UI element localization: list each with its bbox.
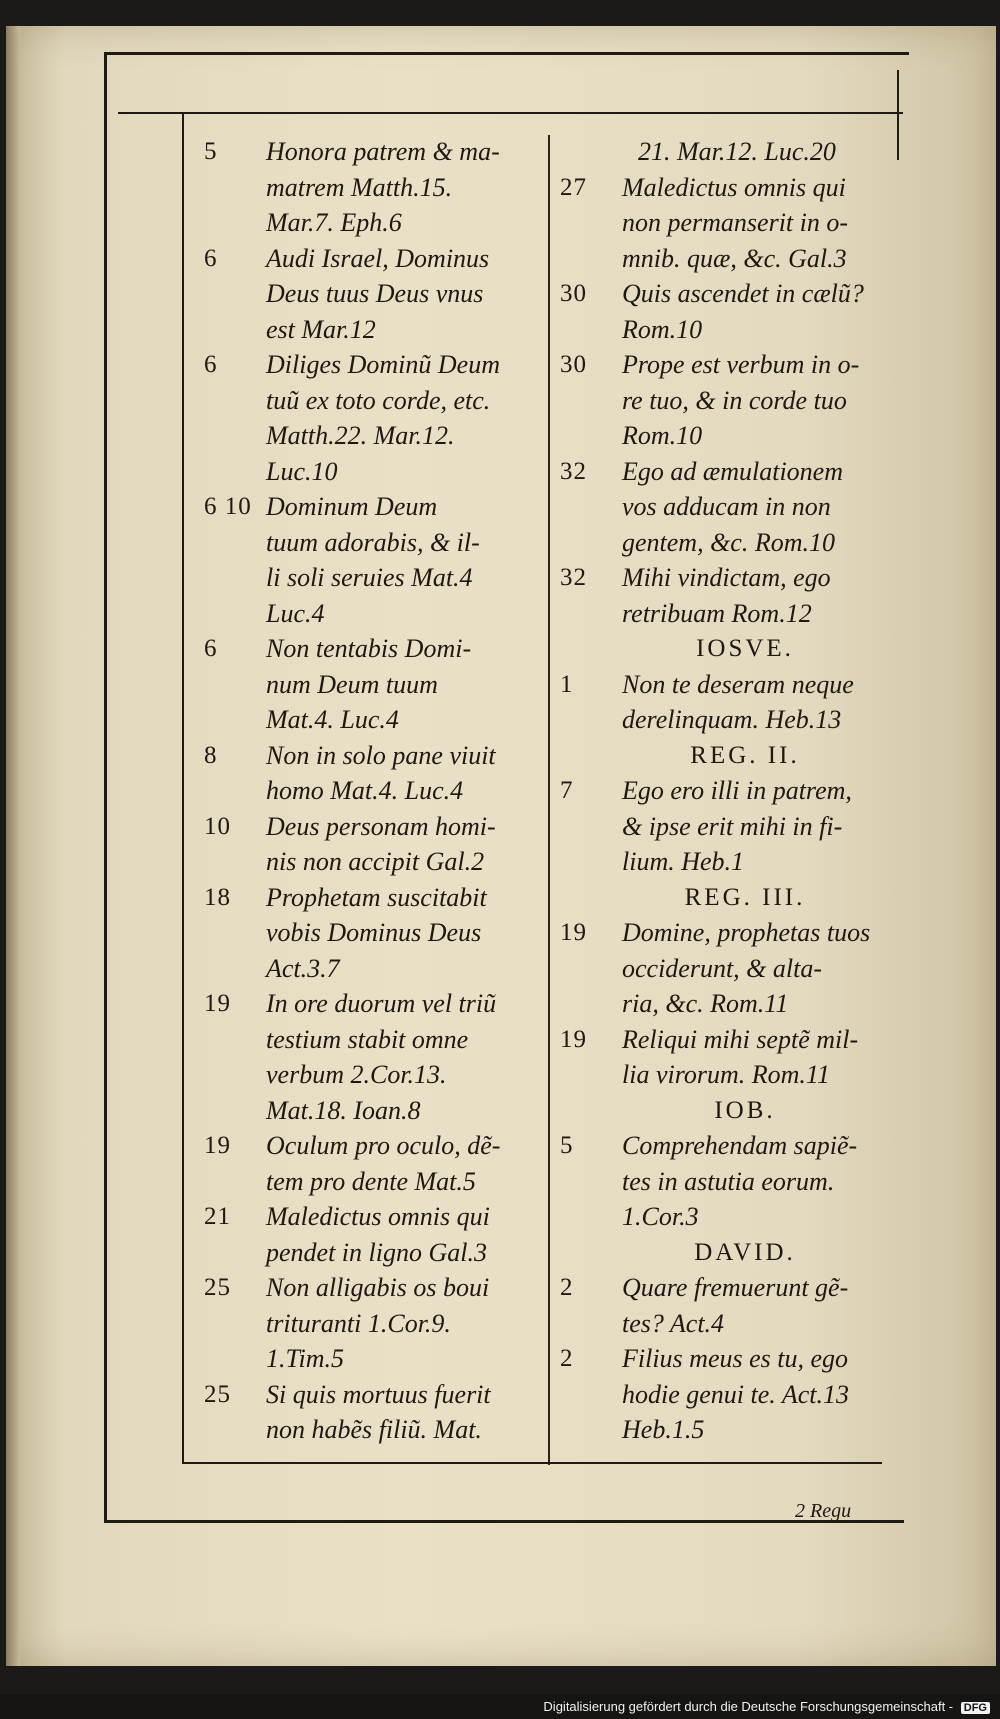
text-line: Prophetam suscitabit [266,882,487,912]
text-line: hodie genui te. Act.13 [622,1379,849,1409]
text-line: Quare fremuerunt gẽ- [622,1273,849,1302]
verse-entry [560,276,900,347]
text-line: Maledictus omnis qui [622,172,846,202]
text-line: Act.3.7 [266,953,340,983]
text-line: num Deum tuum [266,669,438,699]
verse-entry [204,134,544,241]
text-line: Domine, prophetas tuos [622,918,871,947]
text-line: tem pro dente Mat.5 [266,1166,476,1196]
text-line: Honora patrem & ma- [266,137,500,166]
verse-entry [560,915,900,1022]
text-line: li soli seruies Mat.4 [266,563,473,592]
verse-text [622,773,900,880]
verse-entry [204,1270,544,1377]
verse-entry [204,1199,544,1270]
verse-entry [560,667,900,738]
verse-entry [204,1377,544,1448]
verse-entry [204,1128,544,1199]
frame-rule [104,1520,904,1523]
text-line: ria, &c. Rom.11 [622,989,789,1018]
verse-entry [204,986,544,1128]
text-line: Non in solo pane viuit [266,740,496,770]
text-line: pendet in ligno Gal.3 [266,1237,487,1267]
verse-text [622,915,900,1022]
verse-text [266,986,544,1128]
text-line: Filius meus es tu, ego [622,1344,849,1373]
verse-entry [560,170,900,277]
verse-entry [204,738,544,809]
verse-number: 6 [204,244,218,272]
text-line: Deus tuus Deus vnus [266,279,484,308]
frame-rule [118,112,903,114]
text-line: Luc.4 [266,598,325,628]
text-line: re tuo, & in corde tuo [622,385,847,415]
text-line: lium. Heb.1 [622,847,745,876]
text-line: Dominum Deum [266,492,438,521]
verse-text [622,1270,900,1341]
verse-text [266,489,544,631]
verse-text [266,1128,544,1199]
verse-number: 5 [204,138,218,165]
verse-entry [560,1128,900,1235]
verse-number: 6 [204,635,218,662]
text-line: Oculum pro oculo, dẽ- [266,1131,501,1160]
verse-entry [560,454,900,561]
verse-entry [204,809,544,880]
text-line: verbum 2.Cor.13. [266,1060,447,1089]
text-line: matrem Matth.15. [266,172,453,202]
verse-text [266,738,544,809]
verse-entry [204,241,544,348]
text-line: Deus personam homi- [266,811,496,841]
section-heading: DAVID. [694,1238,796,1266]
page-gutter [6,26,20,1666]
text-line: Maledictus omnis qui [266,1202,490,1231]
verse-text [266,134,544,241]
verse-number: 6 10 [204,493,252,520]
verse-text [266,241,544,348]
text-line: Mat.18. Ioan.8 [266,1095,421,1125]
text-line: non permanserit in o- [622,208,849,237]
verse-text [266,1199,544,1270]
verse-number: 6 [204,351,218,378]
verse-text [622,667,900,738]
verse-number: 1 [560,670,574,698]
text-line: Mihi vindictam, ego [622,563,831,592]
verse-number: 25 [204,1274,231,1301]
continued-entry [560,134,900,170]
footer-credit [543,1699,990,1714]
verse-entry [204,347,544,489]
text-line: Luc.10 [266,456,338,486]
frame-rule [182,112,184,1464]
dfg-logo: DFG [961,1702,990,1714]
verse-number: 27 [560,173,587,201]
verse-text [622,170,900,277]
text-line: retribuam Rom.12 [622,598,812,628]
text-line: Reliqui mihi septẽ mil- [622,1024,859,1054]
section-heading: IOB. [714,1096,776,1124]
text-line: vos adducam in non [622,492,831,521]
verse-number: 21 [204,1203,231,1230]
verse-entry [560,1022,900,1093]
text-line: non habẽs filiũ. Mat. [266,1415,482,1444]
verse-number: 8 [204,741,218,769]
text-line: 1.Cor.3 [622,1202,699,1231]
verse-text [622,1022,900,1093]
verse-entry [560,347,900,454]
verse-text [266,1377,544,1448]
section-heading: REG. II. [690,741,800,769]
verse-number: 30 [560,280,587,307]
verse-number: 32 [560,564,587,591]
footer-text: Digitalisierung gefördert durch die Deutsche Forschungsgemeinschaft - [543,1699,954,1714]
text-line: Comprehendam sapiẽ- [622,1131,858,1160]
text-line: tes? Act.4 [622,1308,725,1338]
verse-entry [560,1341,900,1448]
section-heading: IOSVE. [696,635,794,662]
text-line: tes in astutia eorum. [622,1166,835,1196]
frame-rule [182,1462,882,1464]
text-line: vobis Dominus Deus [266,918,482,947]
verse-text [622,1341,900,1448]
catchword: 2 Regu [795,1500,852,1522]
text-line: occiderunt, & alta- [622,953,823,983]
text-line: Quis ascendet in cælũ? [622,279,864,308]
verse-number: 19 [204,990,231,1017]
verse-text [622,560,900,631]
verse-text [622,1128,900,1235]
text-line: Rom.10 [622,314,703,344]
text-line: In ore duorum vel triũ [266,989,497,1018]
verse-number: 2 [560,1345,574,1372]
text-line: Matth.22. Mar.12. [266,421,455,450]
verse-entry [560,1270,900,1341]
verse-text [266,347,544,489]
text-line: Mat.4. Luc.4 [266,705,399,734]
text-line: Si quis mortuus fuerit [266,1379,491,1409]
verse-text [266,631,544,738]
verse-text [266,880,544,987]
text-line: Ego ero illi in patrem, [622,776,852,805]
frame-rule [104,52,909,55]
verse-number: 25 [204,1380,231,1408]
verse-entry [560,773,900,880]
verse-number: 30 [560,351,587,378]
text-line: Non te deseram neque [622,669,854,699]
text-line: tuum adorabis, & il- [266,527,480,557]
text-line: 21. Mar.12. Luc.20 [638,137,836,166]
right-column [560,134,900,1448]
verse-number: 19 [204,1132,231,1159]
text-line: mnib. quæ, &c. Gal.3 [622,243,847,273]
text-line: Non tentabis Domi- [266,634,472,663]
text-line: trituranti 1.Cor.9. [266,1308,451,1338]
verse-entry [204,631,544,738]
text-line: est Mar.12 [266,314,376,344]
verse-number: 32 [560,457,587,485]
text-line: 1.Tim.5 [266,1344,345,1373]
text-line: Prope est verbum in o- [622,350,860,379]
text-line: Mar.7. Eph.6 [266,208,402,237]
verse-number: 19 [560,1025,587,1053]
text-line: Heb.1.5 [622,1415,705,1444]
verse-number: 7 [560,777,574,804]
text-line: derelinquam. Heb.13 [622,705,842,734]
verse-text [638,134,900,170]
verse-number: 19 [560,919,587,946]
column-divider [548,135,550,1465]
text-line: lia virorum. Rom.11 [622,1060,830,1089]
verse-number: 18 [204,883,231,911]
verse-entry [560,560,900,631]
section-heading: REG. III. [684,883,806,911]
text-line: Non alligabis os boui [266,1273,490,1302]
verse-number: 2 [560,1274,574,1301]
verse-text [622,454,900,561]
verse-text [622,347,900,454]
verse-entry [204,880,544,987]
verse-number: 5 [560,1132,574,1159]
frame-rule [104,52,107,1522]
text-line: Ego ad æmulationem [622,456,843,486]
text-line: Audi Israel, Dominus [266,243,490,273]
text-line: Diliges Dominũ Deum [266,350,500,379]
verse-entry [204,489,544,631]
text-line: nis non accipit Gal.2 [266,847,485,876]
verse-text [266,1270,544,1377]
verse-text [266,809,544,880]
verse-text [622,276,900,347]
text-line: gentem, &c. Rom.10 [622,527,836,557]
text-line: testium stabit omne [266,1024,469,1054]
text-line: homo Mat.4. Luc.4 [266,776,464,805]
text-line: tuũ ex toto corde, etc. [266,385,491,415]
verse-number: 10 [204,812,231,840]
text-line: & ipse erit mihi in fi- [622,811,843,841]
text-line: Rom.10 [622,421,703,450]
left-column [204,134,544,1448]
